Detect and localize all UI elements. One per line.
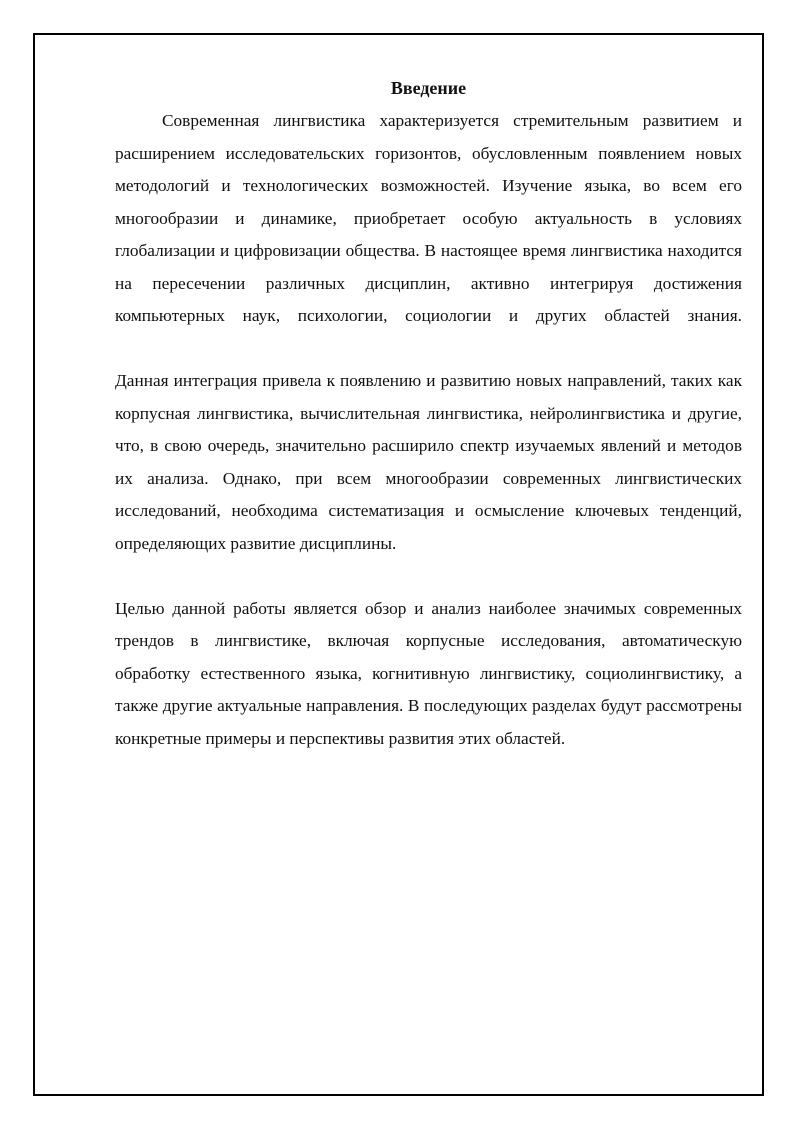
- section-title: Введение: [390, 78, 467, 98]
- document-body: [115, 74, 742, 755]
- paragraph-1: Современная лингвистика характеризуется стремительным развитием и расширением исследовательских горизонтов, обусловленным появлением новых методологий и технологических возможностей. Изучение языка, во всем его многообразии и динамике, приобретает особую актуальность в условиях глобализации и цифровизации общества. В настоящее время лингвистика находится на пересечении различных дисциплин, активно интегрируя достижения компьютерных наук, психологии, социологии и других областей знания.: [115, 111, 742, 325]
- paragraph-gap: [115, 333, 742, 366]
- paragraph-3: Целью данной работы является обзор и анализ наиболее значимых современных трендов в лингвистике, включая корпусные исследования, автоматическую обработку естественного языка, когнитивную лингвистику, социолингвистику, а также другие актуальные направления. В последующих разделах будут рассмотрены конкретные примеры и перспективы развития этих областей.: [115, 598, 742, 748]
- paragraph-gap: [115, 560, 742, 593]
- paragraph-2: Данная интеграция привела к появлению и развитию новых направлений, таких как корпусная лингвистика, вычислительная лингвистика, нейролингвистика и другие, что, в свою очередь, значительно расширило спектр изучаемых явлений и методов их анализа. Однако, при всем многообразии современных лингвистических исследований, необходима систематизация и осмысление ключевых тенденций, определяющих развитие дисциплины.: [115, 371, 742, 553]
